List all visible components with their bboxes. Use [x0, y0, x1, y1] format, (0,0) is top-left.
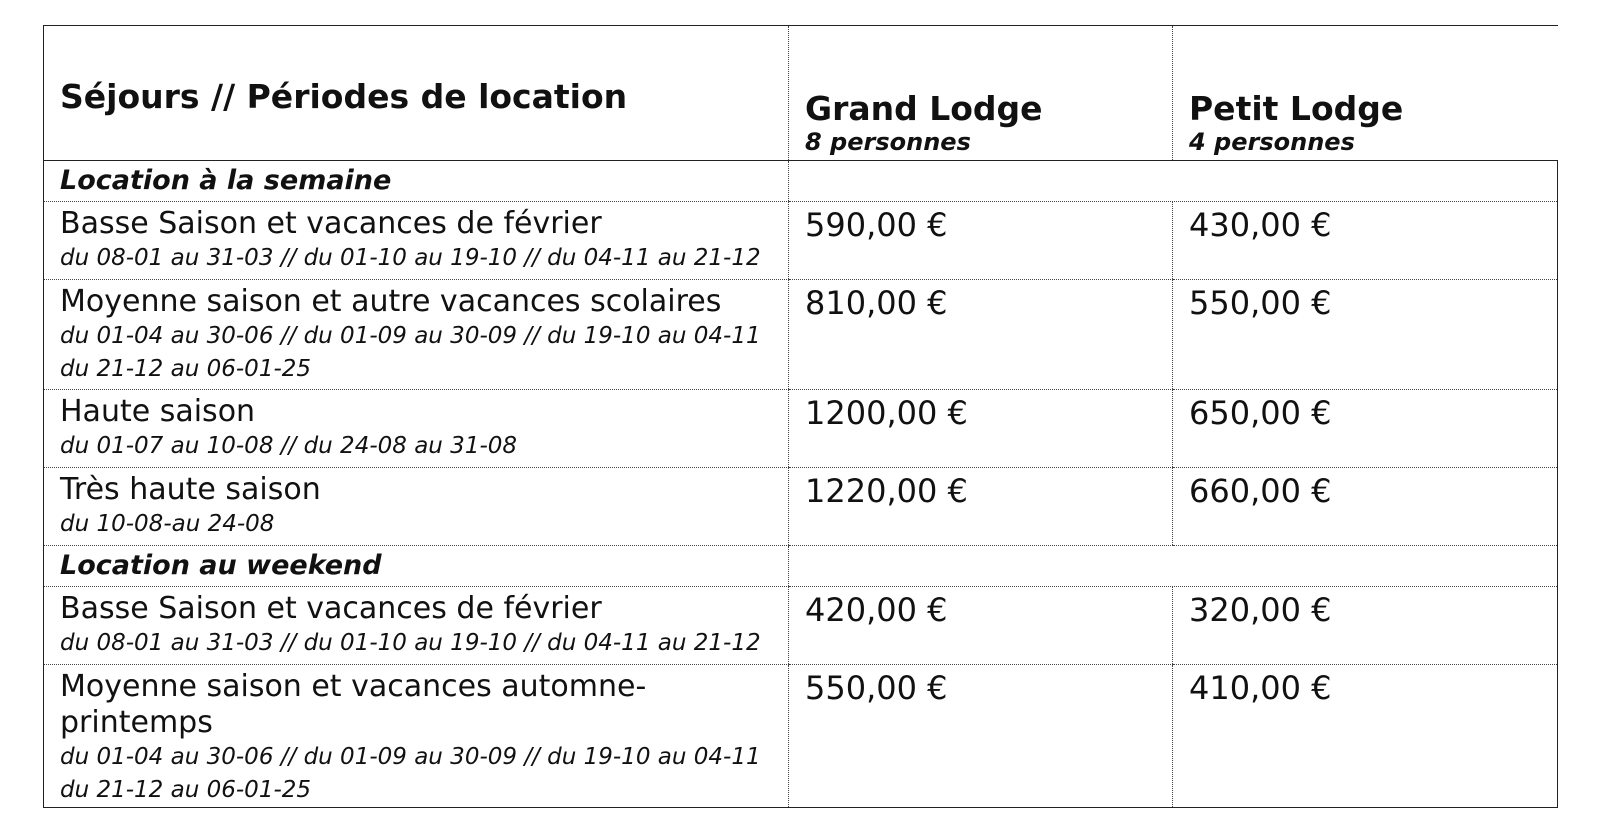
price-cell-grand-lodge — [789, 665, 1173, 808]
period-cell — [44, 468, 789, 546]
period-cell — [44, 587, 789, 665]
table-row — [44, 280, 1558, 390]
column-capacity-petit-lodge: 4 personnes — [1189, 128, 1355, 156]
section-label: Location à la semaine — [44, 161, 789, 202]
price-cell-grand-lodge — [789, 280, 1173, 390]
table-title: Séjours // Périodes de location — [60, 77, 628, 116]
period-label: Très haute saison — [60, 472, 321, 507]
period-dates: du 08-01 au 31-03 // du 01-10 au 19-10 // du 04-11 au 21-12 — [60, 245, 761, 271]
period-dates: du 10-08-au 24-08 — [60, 511, 275, 537]
column-name-grand-lodge: Grand Lodge — [805, 89, 1043, 128]
price-grand-lodge: 1200,00 € — [805, 394, 968, 432]
price-cell-petit-lodge — [1173, 280, 1558, 390]
price-cell-grand-lodge — [789, 202, 1173, 280]
period-label: Basse Saison et vacances de février — [60, 206, 602, 241]
period-dates: du 08-01 au 31-03 // du 01-10 au 19-10 // du 04-11 au 21-12 — [60, 630, 761, 656]
price-petit-lodge: 550,00 € — [1189, 284, 1332, 322]
price-cell-petit-lodge — [1173, 468, 1558, 546]
header-petit-lodge-cell — [1173, 26, 1558, 161]
period-label: Basse Saison et vacances de février — [60, 591, 602, 626]
period-cell — [44, 280, 789, 390]
price-grand-lodge: 590,00 € — [805, 206, 948, 244]
price-grand-lodge: 420,00 € — [805, 591, 948, 629]
table-row — [44, 390, 1558, 468]
price-petit-lodge: 430,00 € — [1189, 206, 1332, 244]
section-label: Location au weekend — [44, 546, 789, 587]
table-row — [44, 468, 1558, 546]
price-grand-lodge: 1220,00 € — [805, 472, 968, 510]
table-row — [44, 587, 1558, 665]
price-grand-lodge: 810,00 € — [805, 284, 948, 322]
period-dates: du 01-07 au 10-08 // du 24-08 au 31-08 — [60, 433, 518, 459]
table-row — [44, 665, 1558, 808]
period-label: Moyenne saison et vacances automne-printemps — [60, 669, 647, 740]
period-label: Haute saison — [60, 394, 256, 429]
period-label: Moyenne saison et autre vacances scolaires — [60, 284, 722, 319]
period-dates: du 01-04 au 30-06 // du 01-09 au 30-09 // du 19-10 au 04-11 — [60, 744, 761, 770]
header-grand-lodge-cell — [789, 26, 1173, 161]
price-grand-lodge: 550,00 € — [805, 669, 948, 707]
price-cell-petit-lodge — [1173, 390, 1558, 468]
column-name-petit-lodge: Petit Lodge — [1189, 89, 1404, 128]
period-dates: du 21-12 au 06-01-25 — [60, 777, 312, 803]
period-dates: du 01-04 au 30-06 // du 01-09 au 30-09 // du 19-10 au 04-11 — [60, 323, 761, 349]
period-cell — [44, 665, 789, 808]
pricing-table — [43, 25, 1558, 808]
section-row-weekend — [44, 546, 1558, 587]
period-dates: du 21-12 au 06-01-25 — [60, 356, 312, 382]
price-petit-lodge: 650,00 € — [1189, 394, 1332, 432]
price-cell-petit-lodge — [1173, 665, 1558, 808]
header-periods-cell — [44, 26, 789, 161]
price-cell-grand-lodge — [789, 390, 1173, 468]
section-empty-cell — [789, 161, 1558, 202]
table-header-row — [44, 26, 1558, 161]
period-cell — [44, 390, 789, 468]
price-petit-lodge: 320,00 € — [1189, 591, 1332, 629]
section-empty-cell — [789, 546, 1558, 587]
section-row-semaine — [44, 161, 1558, 202]
period-cell — [44, 202, 789, 280]
column-capacity-grand-lodge: 8 personnes — [805, 128, 971, 156]
price-cell-petit-lodge — [1173, 587, 1558, 665]
price-cell-petit-lodge — [1173, 202, 1558, 280]
price-cell-grand-lodge — [789, 468, 1173, 546]
price-cell-grand-lodge — [789, 587, 1173, 665]
price-petit-lodge: 660,00 € — [1189, 472, 1332, 510]
table-row — [44, 202, 1558, 280]
price-petit-lodge: 410,00 € — [1189, 669, 1332, 707]
